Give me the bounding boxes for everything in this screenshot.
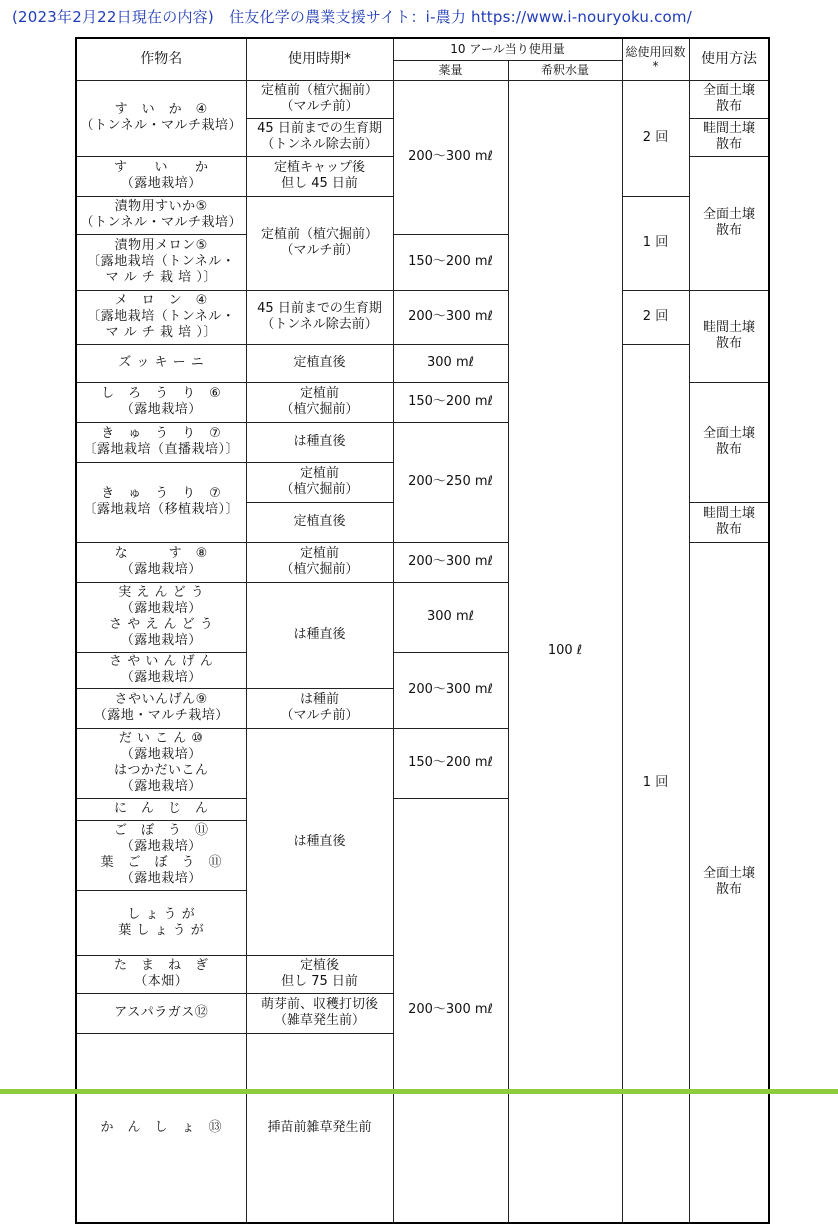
- timing-cell: 定植直後: [246, 502, 393, 542]
- crop-kyuri-transplant: き ゅ う り ⑦ 〔露地栽培（移植栽培）〕: [76, 462, 246, 542]
- herbicide-usage-table: [75, 37, 770, 1224]
- amount-cell: 200〜250 mℓ: [393, 422, 508, 542]
- timing-cell: 45 日前までの生育期 （トンネル除去前）: [246, 118, 393, 156]
- crop-melon: メ ロ ン ④ 〔露地栽培（トンネル・ マ ル チ 栽 培 ）〕: [76, 290, 246, 344]
- timing-cell: 45 日前までの生育期 （トンネル除去前）: [246, 290, 393, 344]
- timing-cell: 定植前（植穴掘前） （マルチ前）: [246, 196, 393, 290]
- timing-cell: 挿苗前雑草発生前: [246, 1033, 393, 1223]
- timing-cell: 定植前（植穴掘前） （マルチ前）: [246, 80, 393, 118]
- crop-kyuri-direct: き ゅ う り ⑦ 〔露地栽培（直播栽培）〕: [76, 422, 246, 462]
- header-method: 使用方法: [689, 38, 769, 80]
- amount-cell: 200〜300 mℓ: [393, 80, 508, 234]
- timing-cell: は種直後: [246, 728, 393, 955]
- crop-endou: 実 え ん ど う （露地栽培） さ や え ん ど う （露地栽培）: [76, 582, 246, 652]
- count-cell: 1 回: [622, 344, 689, 1223]
- crop-gobou: ご ぼ う ⑪ （露地栽培） 葉 ご ぼ う ⑪ （露地栽培）: [76, 820, 246, 890]
- crop-suika-tunnel: す い か ④ （トンネル・マルチ栽培）: [76, 80, 246, 156]
- crop-zucchini: ズ ッ キ ー ニ: [76, 344, 246, 382]
- page-header: (2023年2月22日現在の内容) 住友化学の農業支援サイト：i-農力 https://www.i-nouryoku.com/: [12, 8, 692, 26]
- crop-ingen-roji: さ や い ん げ ん （露地栽培）: [76, 652, 246, 688]
- crop-asparagus: アスパラガス⑫: [76, 993, 246, 1033]
- method-cell: 全面土壌 散布: [689, 156, 769, 290]
- crop-ninjin: に ん じ ん: [76, 798, 246, 820]
- amount-cell: 200〜300 mℓ: [393, 652, 508, 728]
- crop-suika-roji: す い か （露地栽培）: [76, 156, 246, 196]
- crop-shirouri: し ろ う り ⑥ （露地栽培）: [76, 382, 246, 422]
- method-cell: 畦間土壌 散布: [689, 502, 769, 542]
- crop-shouga: し ょ う が 葉 し ょ う が: [76, 890, 246, 955]
- header-crop: 作物名: [76, 38, 246, 80]
- crop-nasu: な す ⑧ （露地栽培）: [76, 542, 246, 582]
- method-cell: 畦間土壌 散布: [689, 290, 769, 382]
- crop-ingen-mulch: さやいんげん⑨ （露地・マルチ栽培）: [76, 688, 246, 728]
- crop-tsukemono-suika: 漬物用すいか⑤ （トンネル・マルチ栽培）: [76, 196, 246, 234]
- crop-tsukemono-melon: 漬物用メロン⑤ 〔露地栽培（トンネル・ マ ル チ 栽 培 ）〕: [76, 234, 246, 290]
- amount-cell: 200〜300 mℓ: [393, 542, 508, 582]
- timing-cell: 定植後 但し 75 日前: [246, 955, 393, 993]
- amount-cell: 150〜200 mℓ: [393, 234, 508, 290]
- header-timing: 使用時期*: [246, 38, 393, 80]
- timing-cell: 萌芽前、収穫打切後 （雑草発生前）: [246, 993, 393, 1033]
- timing-cell: 定植前 （植穴掘前）: [246, 462, 393, 502]
- timing-cell: は種直後: [246, 582, 393, 688]
- header-per10a: 10 アール当り使用量: [393, 38, 622, 60]
- timing-cell: 定植前 （植穴掘前）: [246, 382, 393, 422]
- amount-cell: 150〜200 mℓ: [393, 382, 508, 422]
- crop-daikon: だ い こ ん ⑩ （露地栽培） はつかだいこん （露地栽培）: [76, 728, 246, 798]
- method-cell: 全面土壌 散布: [689, 382, 769, 502]
- timing-cell: は種前 （マルチ前）: [246, 688, 393, 728]
- header-amount: 薬量: [393, 60, 508, 80]
- header-count: 総使用回数*: [622, 38, 689, 80]
- count-cell: 2 回: [622, 80, 689, 196]
- timing-cell: 定植直後: [246, 344, 393, 382]
- amount-cell: 200〜300 mℓ: [393, 798, 508, 1223]
- bottom-accent-line: [0, 1089, 838, 1094]
- timing-cell: 定植前 （植穴掘前）: [246, 542, 393, 582]
- method-cell: 畦間土壌 散布: [689, 118, 769, 156]
- water-cell: 100 ℓ: [508, 80, 622, 1223]
- amount-cell: 300 mℓ: [393, 582, 508, 652]
- count-cell: 2 回: [622, 290, 689, 344]
- amount-cell: 300 mℓ: [393, 344, 508, 382]
- crop-kansho: か ん し ょ ⑬: [76, 1033, 246, 1223]
- timing-cell: 定植キャップ後 但し 45 日前: [246, 156, 393, 196]
- method-cell: 全面土壌 散布: [689, 542, 769, 1223]
- header-water: 希釈水量: [508, 60, 622, 80]
- count-cell: 1 回: [622, 196, 689, 290]
- amount-cell: 150〜200 mℓ: [393, 728, 508, 798]
- amount-cell: 200〜300 mℓ: [393, 290, 508, 344]
- timing-cell: は種直後: [246, 422, 393, 462]
- crop-tamanegi: た ま ね ぎ （本畑）: [76, 955, 246, 993]
- method-cell: 全面土壌 散布: [689, 80, 769, 118]
